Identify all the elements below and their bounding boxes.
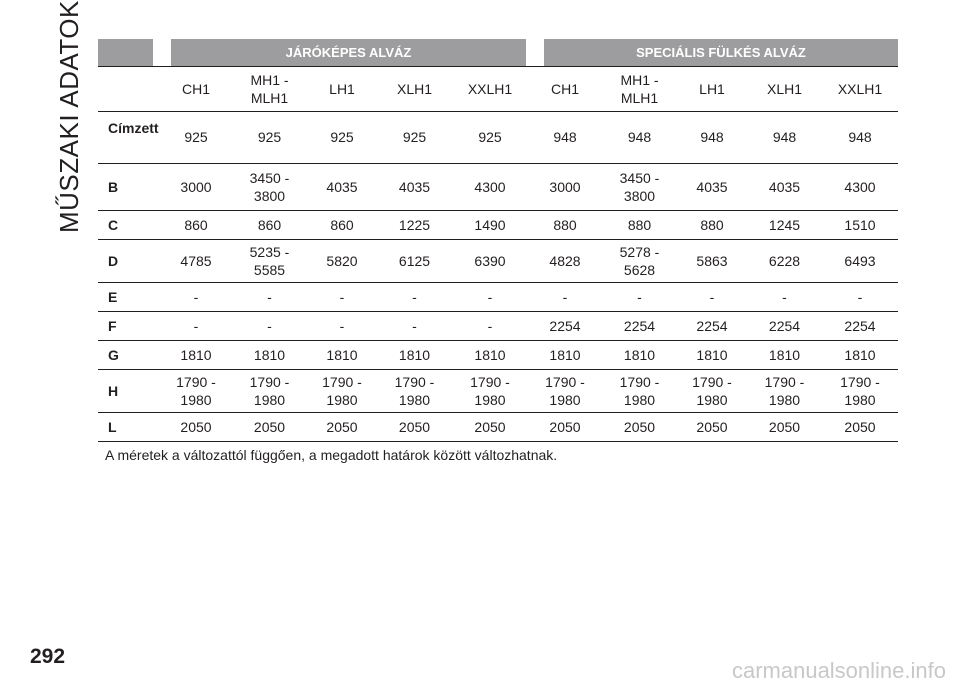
table-cell: 4035 bbox=[696, 178, 728, 195]
table-cell: 1810 bbox=[474, 346, 506, 363]
row-label: F bbox=[108, 317, 117, 334]
column-header: MH1 - MLH1 bbox=[250, 72, 289, 106]
table-cell: 5278 - 5628 bbox=[619, 243, 660, 278]
table-cell: 1810 bbox=[844, 346, 876, 363]
table-cell: 4300 bbox=[844, 178, 876, 195]
table-cell: - bbox=[339, 317, 345, 334]
group-header-label: SPECIÁLIS FÜLKÉS ALVÁZ bbox=[636, 45, 806, 60]
row-divider bbox=[98, 311, 898, 312]
corner-cell bbox=[98, 67, 160, 111]
row-label: E bbox=[108, 288, 118, 305]
table-cell: 2050 bbox=[474, 418, 506, 435]
table-cell: 6390 bbox=[474, 252, 506, 269]
table-row bbox=[98, 163, 898, 210]
row-label: L bbox=[108, 418, 117, 435]
table-cell: 4828 bbox=[549, 252, 581, 269]
column-header-row bbox=[98, 67, 898, 111]
table-cell: 880 bbox=[553, 216, 577, 233]
table-cell: - bbox=[339, 288, 345, 305]
table-cell: - bbox=[412, 317, 417, 334]
row-divider bbox=[98, 282, 898, 283]
table-cell: - bbox=[487, 288, 493, 305]
table-cell: 4035 bbox=[326, 178, 358, 195]
table-cell: 1810 bbox=[326, 346, 358, 363]
table-cell: 1790 - 1980 bbox=[176, 373, 216, 408]
row-divider bbox=[98, 239, 898, 240]
table-cell: 2050 bbox=[696, 418, 728, 435]
table-cell: 2050 bbox=[398, 418, 431, 435]
table-cell: - bbox=[782, 288, 787, 305]
table-cell: 1510 bbox=[844, 216, 876, 233]
table-cell: 6493 bbox=[844, 252, 876, 269]
table-cell: 2254 bbox=[844, 317, 876, 334]
row-divider bbox=[98, 111, 898, 112]
row-divider bbox=[98, 340, 898, 341]
column-header: XXLH1 bbox=[837, 81, 883, 97]
table-row bbox=[98, 282, 898, 311]
table-cell: - bbox=[412, 288, 417, 305]
row-label: B bbox=[108, 178, 119, 195]
section-side-title: MŰSZAKI ADATOK bbox=[54, 0, 84, 233]
column-header: XXLH1 bbox=[467, 81, 513, 97]
table-cell: 2254 bbox=[549, 317, 581, 334]
table-cell: 860 bbox=[330, 216, 354, 233]
table-cell: 1790 - 1980 bbox=[322, 373, 362, 408]
column-header: LH1 bbox=[699, 81, 725, 97]
row-label: C bbox=[108, 216, 119, 233]
table-cell: 1490 bbox=[474, 216, 506, 233]
group-header-jarokepes bbox=[171, 39, 526, 66]
table-cell: 1790 - 1980 bbox=[249, 373, 290, 408]
table-cell: 925 bbox=[257, 129, 282, 145]
table-row bbox=[98, 340, 898, 369]
table-cell: 925 bbox=[478, 129, 502, 145]
table-cell: - bbox=[193, 288, 199, 305]
column-header: XLH1 bbox=[396, 81, 433, 97]
column-header: MH1 - MLH1 bbox=[620, 72, 659, 106]
table-cell: 5235 - 5585 bbox=[249, 243, 290, 278]
table-cell: 1810 bbox=[180, 346, 212, 363]
table-cell: 948 bbox=[772, 129, 797, 145]
table-cell: 1810 bbox=[398, 346, 431, 363]
header-divider bbox=[98, 66, 898, 67]
group-header-specialis bbox=[544, 39, 898, 66]
table-cell: 2050 bbox=[180, 418, 212, 435]
table-cell: 1790 - 1980 bbox=[394, 373, 435, 408]
watermark: carmanualsonline.info bbox=[731, 658, 946, 683]
row-label: H bbox=[108, 382, 119, 399]
column-header: LH1 bbox=[329, 81, 355, 97]
table-cell: 1225 bbox=[398, 216, 431, 233]
table-cell: 860 bbox=[257, 216, 282, 233]
table-cell: 1810 bbox=[549, 346, 581, 363]
column-header: XLH1 bbox=[766, 81, 803, 97]
row-label: Címzett bbox=[108, 120, 159, 136]
row-divider bbox=[98, 210, 898, 211]
column-header: CH1 bbox=[550, 81, 579, 97]
group-header-label: JÁRÓKÉPES ALVÁZ bbox=[285, 45, 412, 60]
row-divider bbox=[98, 163, 898, 164]
table-cell: 1245 bbox=[768, 216, 801, 233]
table-cell: 3450 - 3800 bbox=[249, 169, 290, 204]
table-cell: 3000 bbox=[549, 178, 581, 195]
table-cell: 4035 bbox=[768, 178, 801, 195]
dimensions-table bbox=[98, 67, 898, 441]
table-cell: 2050 bbox=[326, 418, 358, 435]
table-cell: 880 bbox=[627, 216, 652, 233]
table-cell: - bbox=[487, 317, 493, 334]
table-cell: 1810 bbox=[768, 346, 801, 363]
row-label: D bbox=[108, 252, 119, 269]
table-cell: 925 bbox=[184, 129, 208, 145]
table-cell: 4785 bbox=[180, 252, 212, 269]
table-cell: 4300 bbox=[474, 178, 506, 195]
page-number: 292 bbox=[30, 645, 66, 668]
table-cell: 925 bbox=[330, 129, 354, 145]
column-header: CH1 bbox=[181, 81, 210, 97]
table-cell: - bbox=[267, 317, 272, 334]
table-cell: 860 bbox=[184, 216, 208, 233]
table-cell: 2050 bbox=[253, 418, 286, 435]
table-cell: 2254 bbox=[696, 317, 728, 334]
table-cell: 1810 bbox=[253, 346, 286, 363]
table-cell: 880 bbox=[700, 216, 724, 233]
table-cell: 2254 bbox=[768, 317, 801, 334]
table-cell: 925 bbox=[402, 129, 427, 145]
row-divider bbox=[98, 441, 898, 442]
table-cell: 1790 - 1980 bbox=[692, 373, 732, 408]
table-cell: - bbox=[709, 288, 715, 305]
table-cell: 3000 bbox=[180, 178, 212, 195]
table-row bbox=[98, 311, 898, 340]
table-cell: 1790 - 1980 bbox=[470, 373, 510, 408]
footnote: A méretek a változattól függően, a megadott határok között változhatnak. bbox=[105, 447, 558, 463]
table-cell: 948 bbox=[700, 129, 724, 145]
row-label: G bbox=[108, 346, 119, 363]
table-cell: 4035 bbox=[398, 178, 431, 195]
table-cell: 2050 bbox=[549, 418, 581, 435]
table-cell: 5820 bbox=[326, 252, 358, 269]
table-cell: - bbox=[637, 288, 642, 305]
table-cell: - bbox=[857, 288, 863, 305]
table-row bbox=[98, 239, 898, 282]
table-cell: 1810 bbox=[696, 346, 728, 363]
table-row bbox=[98, 111, 898, 163]
table-cell: - bbox=[562, 288, 568, 305]
table-cell: 2050 bbox=[623, 418, 656, 435]
table-cell: 1790 - 1980 bbox=[545, 373, 585, 408]
table-cell: 948 bbox=[553, 129, 577, 145]
table-cell: 948 bbox=[848, 129, 872, 145]
table-cell: 5863 bbox=[696, 252, 728, 269]
table-cell: 1810 bbox=[623, 346, 656, 363]
row-divider bbox=[98, 369, 898, 370]
row-divider bbox=[98, 412, 898, 413]
table-cell: 6125 bbox=[398, 252, 431, 269]
table-cell: 1790 - 1980 bbox=[619, 373, 660, 408]
table-cell: 1790 - 1980 bbox=[764, 373, 805, 408]
table-cell: 3450 - 3800 bbox=[619, 169, 660, 204]
table-cell: 2050 bbox=[768, 418, 801, 435]
table-row bbox=[98, 210, 898, 239]
table-cell: 2050 bbox=[844, 418, 876, 435]
table-row bbox=[98, 412, 898, 441]
table-cell: - bbox=[267, 288, 272, 305]
table-cell: 948 bbox=[627, 129, 652, 145]
table-cell: 6228 bbox=[768, 252, 801, 269]
table-cell: 2254 bbox=[623, 317, 656, 334]
table-row bbox=[98, 369, 898, 412]
table-cell: 1790 - 1980 bbox=[840, 373, 880, 408]
table-cell: - bbox=[193, 317, 199, 334]
header-bar-stub bbox=[98, 39, 153, 66]
